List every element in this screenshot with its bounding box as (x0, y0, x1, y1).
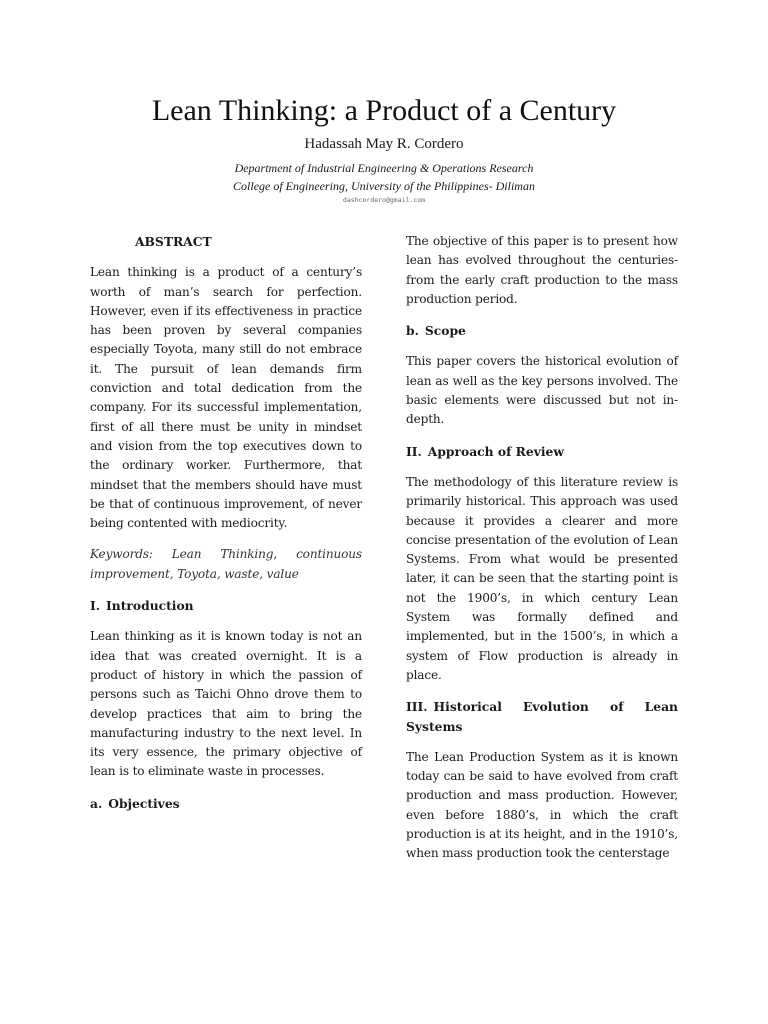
section-number: a. (90, 795, 103, 811)
paper-title: Lean Thinking: a Product of a Century (151, 94, 617, 127)
left-column (90, 232, 362, 825)
historical-evolution-text: The Lean Production System as it is known today can be said to have evolved from craft production and mass production. However, even before 1880’s, in which the craft production is at its height, and in the 1910’s, when mass production took the centerstage (406, 749, 678, 861)
section-number: I. (90, 598, 101, 614)
paper-header (0, 92, 768, 205)
section-number: II. (406, 443, 422, 459)
section-number: b. (406, 323, 419, 339)
section-title: Approach of Review (427, 443, 564, 459)
affiliation-college: College of Engineering, University of the Philippines- Diliman (233, 179, 535, 193)
affiliation-department: Department of Industrial Engineering & Operations Research (234, 161, 534, 175)
approach-text: The methodology of this literature review is primarily historical. This approach was used because it provides a clearer and more concise presentation of the evolution of Lean Systems. From what would be presented later, it can be seen that the starting point is not the 1900’s, in which century Lean System was formally defined and implemented, but in the 1500’s, in which a system of Flow production is already in place. (406, 474, 678, 682)
abstract-text: Lean thinking is a product of a century’s worth of man’s search for perfection. However, even if its effectiveness in practice has been proven by several companies especially Toyota, many still do not embrace it. The pursuit of lean demands firm conviction and total dedication from the company. For its successful implementation, first of all there must be unity in mindset and vision from the top executives down to the ordinary worker. Furthermore, that mindset that the members should have must be that of continuous improvement, of never being contented with mediocrity. (90, 265, 362, 531)
right-column (406, 232, 678, 876)
abstract-heading: ABSTRACT (135, 234, 212, 249)
introduction-text: Lean thinking as it is known today is not an idea that was created overnight. It is a product of history in which the passion of persons such as Taichi Ohno drove them to develop practices that aim to bring the manufacturing industry to the next level. In its very essence, the primary objective of lean is to eliminate waste in processes. (90, 629, 362, 779)
scope-text: This paper covers the historical evolution of lean as well as the key persons involved. The basic elements were discussed but not in-depth. (406, 354, 678, 427)
section-title: Scope (424, 323, 466, 339)
objectives-heading (90, 794, 362, 813)
section-title: Introduction (106, 598, 194, 614)
section-number: III. (406, 699, 428, 715)
approach-heading (406, 442, 678, 461)
introduction-heading (90, 596, 362, 615)
author-email: dashcordero@gmail.com (342, 196, 426, 204)
section-title: Objectives (108, 795, 180, 811)
section-title: Historical Evolution of Lean Systems (406, 699, 678, 734)
keywords-text: Keywords: Lean Thinking, continuous improvement, Toyota, waste, value (90, 547, 362, 581)
objectives-text: The objective of this paper is to present how lean has evolved throughout the centuries- from the early craft production to the mass production period. (406, 234, 678, 306)
author-name: Hadassah May R. Cordero (304, 136, 464, 152)
historical-evolution-heading (406, 697, 678, 736)
scope-heading (406, 321, 678, 340)
